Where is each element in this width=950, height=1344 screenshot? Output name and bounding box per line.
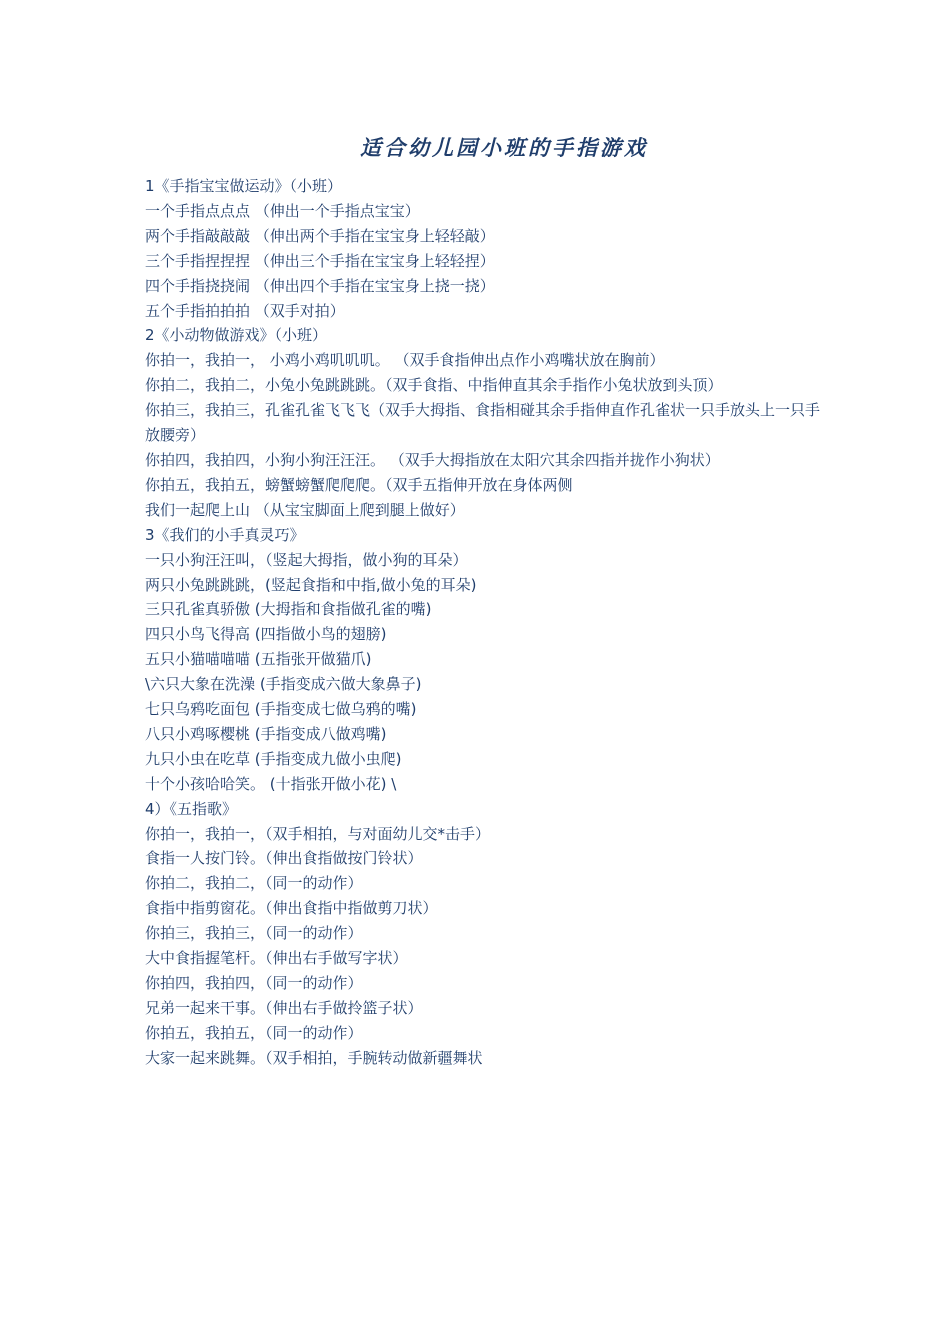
- section-heading-3: 3《我们的小手真灵巧》: [145, 525, 305, 544]
- text-line: 你拍二，我拍二，小兔小兔跳跳跳。（双手食指、中指伸直其余手指作小兔状放到头顶）: [145, 376, 723, 395]
- text-line: 你拍四，我拍四，小狗小狗汪汪汪。 （双手大拇指放在太阳穴其余四指并拢作小狗状）: [145, 450, 720, 469]
- text-line: 你拍五，我拍五，螃蟹螃蟹爬爬爬。（双手五指伸开放在身体两侧: [145, 475, 573, 494]
- text-line: 九只小虫在吃草 (手指变成九做小虫爬): [145, 749, 402, 768]
- document-title: 适合幼儿园小班的手指游戏: [360, 135, 648, 160]
- text-line: 四只小鸟飞得高 (四指做小鸟的翅膀): [145, 625, 387, 644]
- text-line: 五只小猫喵喵喵 (五指张开做猫爪): [145, 650, 372, 669]
- text-line: 兄弟一起来干事。（伸出右手做拎篮子状）: [145, 998, 423, 1017]
- text-line: 八只小鸡啄樱桃 (手指变成八做鸡嘴): [145, 724, 387, 743]
- text-line: 一个手指点点点 （伸出一个手指点宝宝）: [145, 201, 420, 220]
- text-line: 你拍三，我拍三，（同一的动作）: [145, 924, 363, 943]
- section-heading-1: 1《手指宝宝做运动》（小班）: [145, 177, 343, 195]
- text-line: 三个手指捏捏捏 （伸出三个手指在宝宝身上轻轻捏）: [145, 251, 495, 270]
- text-line: 两只小兔跳跳跳，(竖起食指和中指,做小兔的耳朵): [145, 575, 477, 594]
- text-line: 大家一起来跳舞。（双手相拍，手腕转动做新疆舞状: [145, 1048, 483, 1067]
- text-line: 你拍五，我拍五，（同一的动作）: [145, 1023, 363, 1042]
- section-heading-4: 4）《五指歌》: [145, 799, 238, 818]
- text-line: 我们一起爬上山 （从宝宝脚面上爬到腿上做好）: [145, 500, 465, 519]
- text-line: 你拍一，我拍一， 小鸡小鸡叽叽叽。 （双手食指伸出点作小鸡嘴状放在胸前）: [145, 351, 665, 370]
- text-line: 你拍三，我拍三，孔雀孔雀飞飞飞（双手大拇指、食指相碰其余手指伸直作孔雀状一只手放头上一只手放腰旁）: [145, 401, 821, 445]
- text-line: 十个小孩哈哈笑。 (十指张开做小花) \: [145, 774, 397, 793]
- text-line: 七只乌鸦吃面包 (手指变成七做乌鸦的嘴): [145, 700, 417, 719]
- text-line: 一只小狗汪汪叫，（竖起大拇指，做小狗的耳朵）: [145, 550, 468, 569]
- text-line: \六只大象在洗澡 (手指变成六做大象鼻子): [145, 675, 422, 694]
- text-line: 你拍四，我拍四，（同一的动作）: [145, 974, 363, 992]
- text-line: 你拍二，我拍二，（同一的动作）: [145, 874, 363, 893]
- text-line: 食指中指剪窗花。（伸出食指中指做剪刀状）: [145, 899, 438, 918]
- text-line: 五个手指拍拍拍 （双手对拍）: [145, 301, 345, 320]
- text-line: 食指一人按门铃。（伸出食指做按门铃状）: [145, 849, 423, 868]
- section-heading-2: 2《小动物做游戏》（小班）: [145, 326, 328, 345]
- text-line: 两个手指敲敲敲 （伸出两个手指在宝宝身上轻轻敲）: [145, 226, 495, 245]
- text-line: 三只孔雀真骄傲 (大拇指和食指做孔雀的嘴): [145, 600, 432, 619]
- text-line: 大中食指握笔杆。（伸出右手做写字状）: [145, 949, 408, 968]
- document-body: [145, 174, 825, 1071]
- text-line: 你拍一，我拍一，（双手相拍，与对面幼儿交*击手）: [145, 824, 491, 843]
- text-line: 四个手指挠挠闹 （伸出四个手指在宝宝身上挠一挠）: [145, 276, 495, 295]
